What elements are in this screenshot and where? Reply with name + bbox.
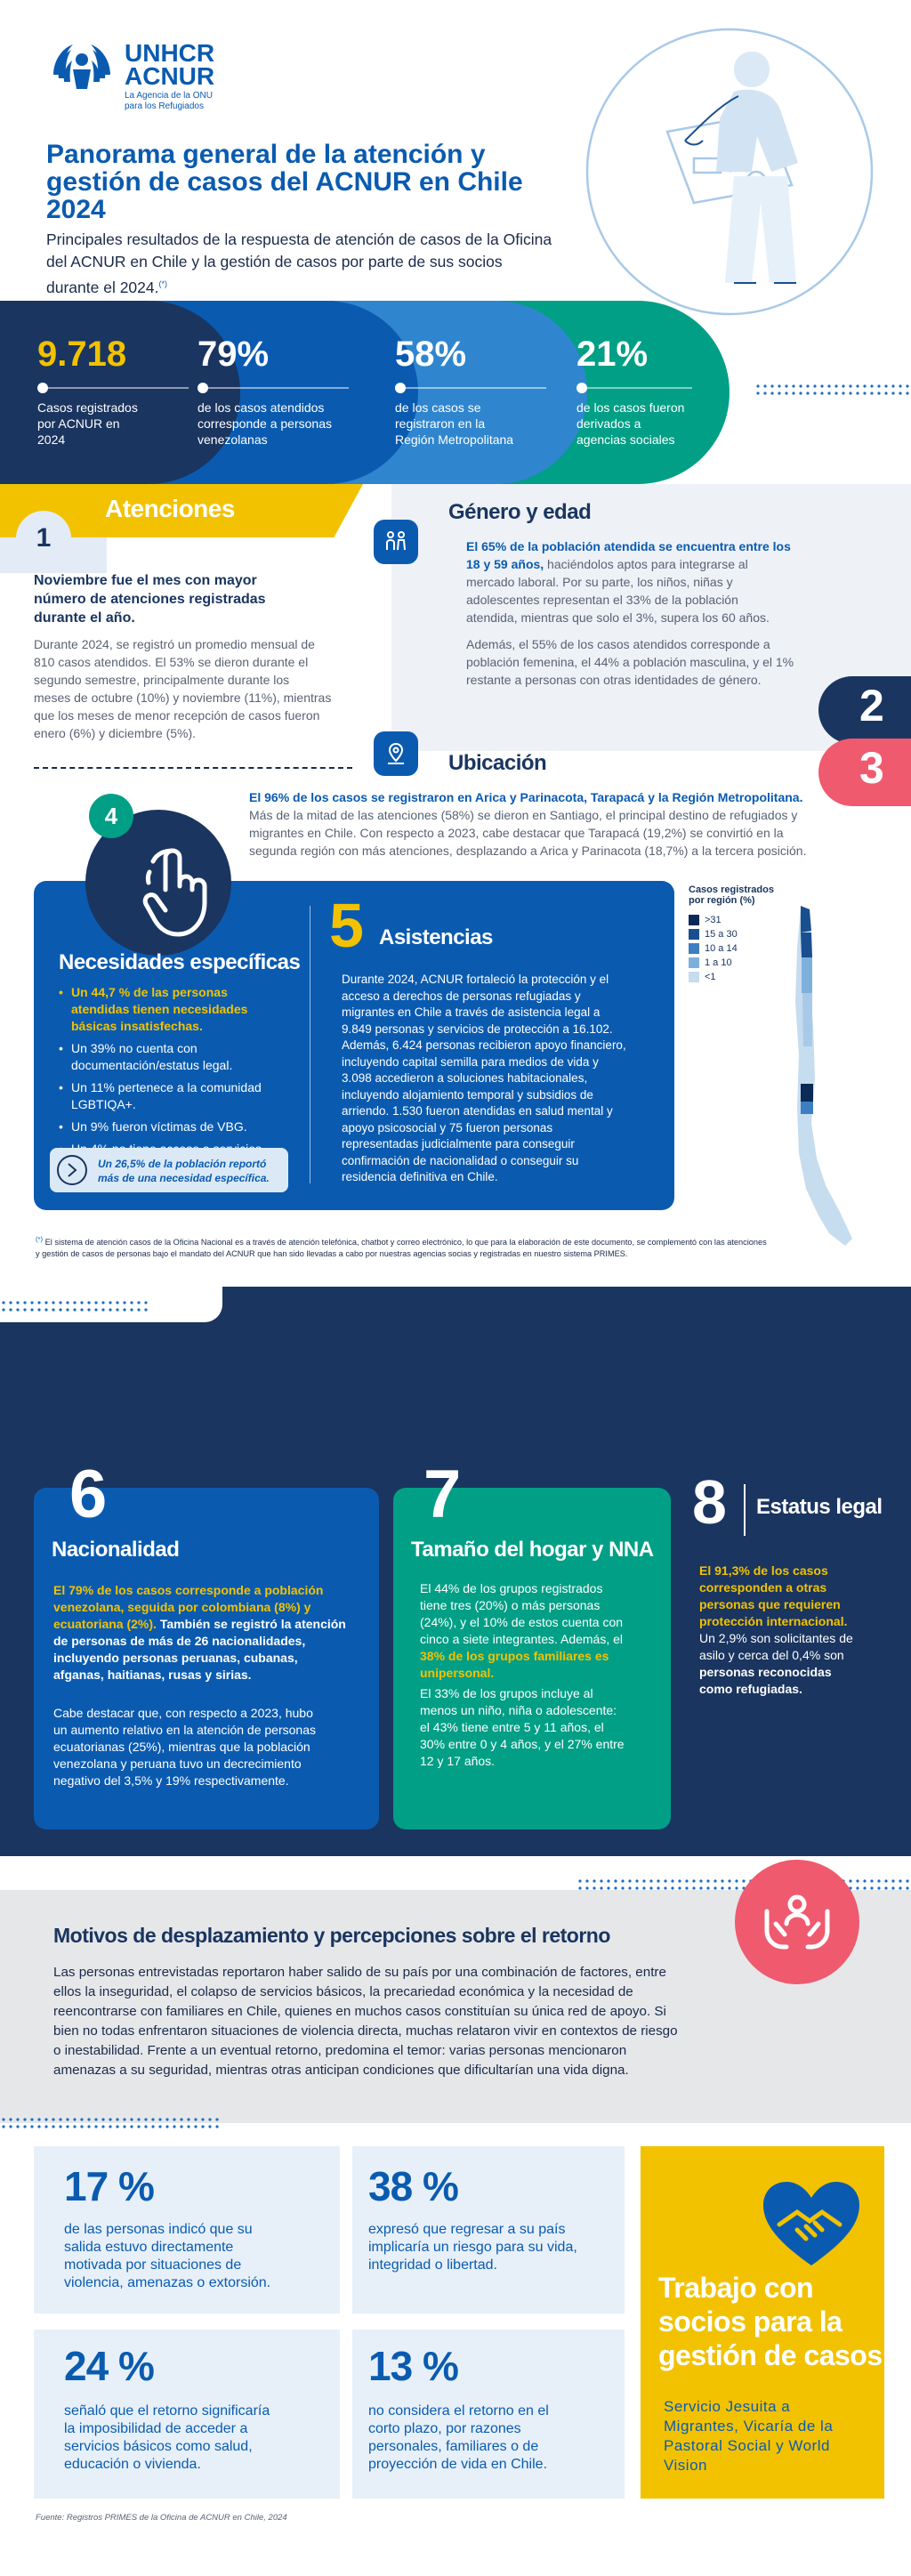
hands-people-icon <box>760 1885 834 1959</box>
people-icon <box>383 529 409 555</box>
page-title-line-1: Panorama general de la atención y <box>46 140 486 169</box>
footnote: (*) El sistema de atención casos de la Oficina Nacional es a través de atención telefónica, chatbot y correo electrónico, lo que para la elaboración de este documento, se complementó con las atenciones y gestión de casos de personas bajo el mandato del ACNUR que han sido llevadas a cabo por nuestras agencias socias y registradas en nuestro sistema PRIMES. <box>36 1235 767 1259</box>
chile-map <box>765 906 863 1253</box>
logo-tagline-1: La Agencia de la ONU <box>125 91 213 101</box>
legend-title-1: Casos registrados <box>689 884 774 895</box>
genero-number: 2 <box>859 681 884 731</box>
asistencias-heading: Asistencias <box>379 925 493 949</box>
kpi-dot-icon <box>37 387 189 389</box>
unhcr-emblem-icon <box>46 39 117 98</box>
dotted-decoration <box>0 2116 222 2128</box>
kpi-1-label: Casos registrados por ACNUR en 2024 <box>37 400 138 447</box>
hand-pointer-icon <box>133 845 222 943</box>
stat-value: 13 % <box>368 2343 458 2389</box>
page-title-line-3: 2024 <box>46 195 106 224</box>
logo-tagline-2: para los Refugiados <box>125 101 204 111</box>
stat-text: expresó que regresar a su país implicaría un riesgo para su vida, integridad o libertad. <box>368 2222 577 2273</box>
kpi-4-value: 21% <box>576 335 649 374</box>
estatus-number: 8 <box>692 1467 727 1537</box>
stat-text: señaló que el retorno significaría la imposibilidad de acceder a servicios básicos como salud, educación o vivienda. <box>64 2403 270 2472</box>
location-pin-icon <box>383 740 409 767</box>
socios-partners: Servicio Jesuita a Migrantes, Vicaría de la Pastoral Social y World Vision <box>664 2398 834 2474</box>
heart-handshake-icon <box>758 2176 865 2274</box>
map-legend <box>689 884 774 984</box>
kpi-4-label: de los casos fueron derivados a agencias sociales <box>576 400 685 447</box>
logo-acnur: ACNUR <box>125 62 215 90</box>
dotted-decoration <box>754 383 911 395</box>
motivos-heading: Motivos de desplazamiento y percepciones sobre el retorno <box>53 1924 610 1947</box>
stat-card-1 <box>34 2146 340 2314</box>
atenciones-heading: Atenciones <box>105 495 235 522</box>
list-item: • Un 9% fueron víctimas de VBG. <box>59 1118 281 1135</box>
footnote-mark: (*) <box>158 279 167 288</box>
hogar-body-1: El 44% de los grupos registrados tiene tres (20%) o más personas (24%), y el 10% de estos cuenta con cinco a siete integrantes. Además, el 38% de los grupos familiares es unipersonal. <box>420 1581 624 1680</box>
ubicacion-icon-box <box>374 731 418 776</box>
necesidades-number-badge: 4 <box>89 794 133 838</box>
subtitle-line-3: durante el 2024.(*) <box>46 278 167 296</box>
section-divider <box>34 767 352 769</box>
stat-card-2 <box>352 2146 625 2314</box>
kpi-2-label: de los casos atendidos corresponde a personas venezolanas <box>198 400 332 447</box>
stat-value: 24 % <box>64 2343 154 2389</box>
person-illustration <box>552 25 890 327</box>
stat-card-3 <box>34 2330 340 2499</box>
hogar-body-2: El 33% de los grupos incluye al menos un niño, niña o adolescente: el 43% tiene entre 5 y 11 años, el 30% entre 0 y 4 años, y el 27% entre 12 y 17 años. <box>420 1686 625 1768</box>
kpi-dot-icon <box>198 387 349 389</box>
necesidades-note: Un 26,5% de la población reportó más de una necesidad específica. <box>98 1158 270 1184</box>
nacionalidad-body-1: El 79% de los casos corresponde a población venezolana, seguida por colombiana (8%) y ecuatoriana (2%). También se registró la atención de personas de más de 26 nacionalidades, incluyendo personas peruanas, cubanas, afganas, haitianas, rusas y sirias. <box>53 1583 346 1682</box>
kpi-2 <box>198 335 375 448</box>
legend-item: <1 <box>689 970 774 984</box>
legend-item: 1 a 10 <box>689 956 774 970</box>
atenciones-number-badge: 1 <box>16 511 71 566</box>
page-title-line-2: gestión de casos del ACNUR en Chile <box>46 167 523 197</box>
list-item: • Un 39% no cuenta con documentación/estatus legal. <box>59 1040 281 1074</box>
estatus-heading: Estatus legal <box>756 1495 883 1519</box>
asistencias-body: Durante 2024, ACNUR fortaleció la protección y el acceso a derechos de personas refugiadas y migrantes en Chile a través de asistencia legal a 9.849 personas y servicios de protección a 16.102. Además, 6.424 personas recibieron apoyo financiero, incluyendo capital semilla para medios de vida y 3.098 accedieron a soluciones habitacionales, incluyendo alojamiento temporal y subsidios de arriendo. 1.530 fueron atendidas en salud mental y apoyo psicosocial y 75 fueron personas representadas judicialmente para conseguir confirmación de nacionalidad o conseguir su residencia definitiva en Chile. <box>342 973 626 1183</box>
genero-body-1: El 65% de la población atendida se encuentra entre los 18 y 59 años, haciéndolos aptos para integrarse al mercado laboral. Por su parte, los niños, niñas y adolescentes representan el 33% de la población atendida, mientras que solo el 3%, supera los 60 años. <box>466 539 791 625</box>
kpi-4 <box>576 335 728 448</box>
logo-unhcr: UNHCR <box>125 39 215 67</box>
hogar-heading: Tamaño del hogar y NNA <box>411 1538 654 1562</box>
source-note: Fuente: Registros PRIMES de la Oficina de ACNUR en Chile, 2024 <box>36 2513 287 2523</box>
legend-title-2: por región (%) <box>689 895 755 906</box>
estatus-body: El 91,3% de los casos corresponden a otras personas que requieren protección internacional. Un 2,9% son solicitantes de asilo y cerca del 0,4% son personas reconocidas como refugiadas. <box>699 1563 853 1696</box>
stat-text: de las personas indicó que su salida estuvo directamente motivada por situaciones de violencia, amenazas o extorsión. <box>64 2222 271 2290</box>
necesidades-heading: Necesidades específicas <box>59 950 301 974</box>
unhcr-logo <box>46 39 233 110</box>
genero-icon-box <box>374 520 418 564</box>
stat-card-4 <box>352 2330 625 2499</box>
legend-swatch <box>689 972 699 982</box>
kpi-3-value: 58% <box>395 335 467 374</box>
ubicacion-number: 3 <box>859 743 884 793</box>
motivos-icon-badge <box>735 1860 859 1984</box>
genero-body-2: Además, el 55% de los casos atendidos corresponde a población femenina, el 44% a población masculina, y el 1% restante a personas con otras identidades de género. <box>466 637 794 687</box>
kpi-1 <box>37 335 215 448</box>
stat-value: 17 % <box>64 2163 154 2209</box>
nacionalidad-heading: Nacionalidad <box>52 1538 180 1562</box>
kpi-1-value: 9.718 <box>37 335 127 374</box>
legend-item: >31 <box>689 913 774 927</box>
legend-item: 15 a 30 <box>689 927 774 941</box>
estatus-divider <box>744 1484 746 1536</box>
legend-swatch <box>689 915 699 925</box>
list-item: • Un 11% pertenece a la comunidad LGBTIQA+. <box>59 1079 281 1113</box>
socios-title: Trabajo con socios para la gestión de casos <box>658 2272 883 2371</box>
arrow-circle-icon <box>55 1153 89 1187</box>
hogar-number: 7 <box>423 1457 462 1532</box>
legend-swatch <box>689 943 699 954</box>
motivos-body: Las personas entrevistadas reportaron haber salido de su país por una combinación de factores, entre ellos la inseguridad, el colapso de servicios básicos, la precariedad económica y la necesidad de reencontrarse con familiares en Chile, quienes en muchos casos constituían su única red de apoyo. Si bien no todas enfrentaron situaciones de violencia directa, muchas relataron vivir en contextos de riesgo o inestabilidad. Frente a un eventual retorno, predomina el temor: varias personas mencionaron amenazas a su seguridad, mientras otras anticipan condiciones que dificultarían una vida digna. <box>53 1965 678 2078</box>
kpi-3 <box>395 335 573 448</box>
legend-swatch <box>689 957 699 968</box>
asistencias-number: 5 <box>329 891 364 960</box>
legend-item: 10 a 14 <box>689 941 774 956</box>
stat-value: 38 % <box>368 2163 458 2209</box>
ubicacion-heading: Ubicación <box>448 751 547 775</box>
subtitle-line-2: del ACNUR en Chile y la gestión de casos por parte de sus socios <box>46 253 503 271</box>
dotted-decoration <box>0 1299 151 1312</box>
kpi-dot-icon <box>395 387 546 389</box>
genero-heading: Género y edad <box>448 500 592 524</box>
list-item: • Un 44,7 % de las personas atendidas tienen necesidades básicas insatisfechas. <box>59 984 281 1035</box>
atenciones-lead: Noviembre fue el mes con mayor número de atenciones registradas durante el año. <box>34 573 266 626</box>
ubicacion-body: El 96% de los casos se registraron en Arica y Parinacota, Tarapacá y la Región Metropolitana. Más de la mitad de las atenciones (58%) se dieron en Santiago, el principal destino de refugiados y migrantes en Chile. Con respecto a 2023, cabe destacar que Tarapacá (19,2%) se convirtió en la segunda región con más atenciones, desplazando a Arica y Parinacota (18,7%) a la tercera posición. <box>249 790 807 858</box>
kpi-2-value: 79% <box>198 335 270 374</box>
stat-text: no considera el retorno en el corto plazo, por razones personales, familiares o de proyección de vida en Chile. <box>368 2403 549 2472</box>
nacionalidad-number: 6 <box>69 1457 108 1532</box>
kpi-band <box>0 301 730 484</box>
atenciones-body: Durante 2024, se registró un promedio mensual de 810 casos atendidos. El 53% se dieron durante el segundo semestre, principalmente durante los meses de octubre (10%) y noviembre (11%), mientras que los meses de menor recepción de casos fueron enero (6%) y diciembre (5%). <box>34 637 332 740</box>
necesidades-list <box>59 984 281 1158</box>
legend-swatch <box>689 929 699 940</box>
kpi-dot-icon <box>576 387 692 389</box>
nacionalidad-body-2: Cabe destacar que, con respecto a 2023, hubo un aumento relativo en la atención de personas ecuatorianas (25%), mientras que la población venezolana y peruana tuvo un decrecimiento negativo del 3,5% y 19% respectivamente. <box>53 1706 316 1788</box>
subtitle-line-1: Principales resultados de la respuesta de atención de casos de la Oficina <box>46 230 552 248</box>
kpi-3-label: de los casos se registraron en la Región Metropolitana <box>395 400 514 447</box>
